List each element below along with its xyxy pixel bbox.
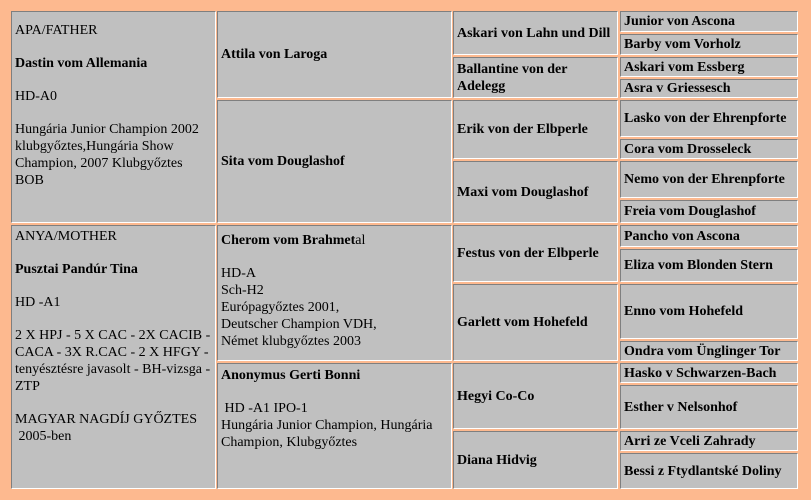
gen3-cell-3 (453, 100, 618, 159)
gen2-sire-sire (217, 11, 452, 98)
dog-name: Ballantine von der Adelegg (457, 61, 568, 94)
gen3-cell-4 (453, 161, 618, 223)
dog-name: Anonymus Gerti Bonni (221, 368, 361, 383)
dog-name: Arri ze Vceli Zahrady (624, 433, 756, 449)
gen4-cell-4 (620, 79, 798, 98)
father-heading: APA/FATHER (15, 23, 98, 38)
gen2-dam-sire (217, 225, 452, 361)
gen4-cell-15 (620, 431, 798, 451)
dog-name: Lasko von der Ehrenpforte (624, 111, 787, 126)
dog-name: Eliza vom Blonden Stern (624, 258, 773, 273)
dog-name: Hegyi Co-Co (457, 388, 535, 404)
father-name: Dastin vom Allemania (15, 56, 148, 71)
dog-name: Festus von der Elbperle (457, 246, 599, 261)
dog-name: Erik von der Elbperle (457, 122, 588, 137)
dog-name: Sita vom Douglashof (221, 154, 345, 169)
dog-name: Cherom vom Brahmet (221, 233, 356, 248)
dog-name: Barby vom Vorholz (624, 37, 741, 52)
dog-titles: HD -A1 IPO-1 Hungária Junior Champion, Hungária Champion, Klubgyőztes (221, 401, 433, 450)
dog-name: Diana Hidvig (457, 452, 537, 468)
gen3-cell-7 (453, 363, 618, 429)
father-titles: Hungária Junior Champion 2002 klubgyőztes,Hungária Show Champion, 2007 Klubgyőztes BOB (15, 122, 199, 188)
dog-name: Cora vom Drosseleck (624, 141, 752, 157)
dog-name: Bessi z Ftydlantské Doliny (624, 463, 782, 479)
dog-name: Maxi vom Douglashof (457, 184, 589, 200)
gen4-cell-16 (620, 453, 798, 489)
gen3-cell-1 (453, 11, 618, 55)
dog-name: Nemo von der Ehrenpforte (624, 172, 785, 187)
mother-name: Pusztai Pandúr Tina (15, 262, 138, 277)
gen2-dam-dam (217, 363, 452, 489)
mother-heading: ANYA/MOTHER (15, 229, 117, 244)
gen4-cell-9 (620, 225, 798, 247)
dog-name: Askari von Lahn und Dill (457, 25, 611, 41)
father-cell (11, 11, 216, 223)
mother-titles: 2 X HPJ - 5 X CAC - 2X CACIB - CACA - 3X R.CAC - 2 X HFGY - tenyésztésre javasolt - BH-vizsga - ZTP (15, 328, 211, 394)
mother-hd: HD -A1 (15, 295, 61, 310)
dog-name: Pancho von Ascona (624, 228, 740, 244)
gen4-cell-3 (620, 57, 798, 77)
gen4-cell-14 (620, 385, 798, 429)
dog-name: Freia vom Douglashof (624, 204, 756, 219)
mother-cell (11, 225, 216, 489)
gen4-cell-11 (620, 284, 798, 339)
dog-name: Asra v Griessesch (624, 81, 731, 96)
dog-name: Junior von Ascona (624, 14, 735, 29)
dog-name: Askari vom Essberg (624, 59, 745, 75)
gen3-cell-2 (453, 57, 618, 98)
gen4-cell-1 (620, 11, 798, 32)
dog-titles: Európagyőztes 2001, Deutscher Champion VDH, Német klubgyőztes 2003 (221, 300, 377, 349)
gen2-sire-dam (217, 100, 452, 223)
gen4-cell-7 (620, 161, 798, 198)
father-hd: HD-A0 (15, 89, 57, 104)
gen4-cell-10 (620, 249, 798, 282)
dog-name-tail: al (355, 233, 366, 248)
dog-sch: Sch-H2 (221, 283, 264, 298)
dog-hd: HD-A (221, 266, 256, 281)
gen4-cell-2 (620, 34, 798, 55)
dog-name: Enno vom Hohefeld (624, 304, 744, 319)
gen4-cell-12 (620, 341, 798, 361)
gen3-cell-5 (453, 225, 618, 282)
gen4-cell-6 (620, 139, 798, 159)
dog-name: Hasko v Schwarzen-Bach (624, 365, 777, 381)
mother-award: MAGYAR NAGDÍJ GYŐZTES 2005-ben (15, 412, 197, 444)
dog-name: Attila von Laroga (221, 47, 328, 62)
gen4-cell-5 (620, 100, 798, 137)
gen3-cell-6 (453, 284, 618, 361)
dog-name: Esther v Nelsonhof (624, 399, 738, 415)
gen4-cell-13 (620, 363, 798, 383)
gen3-cell-8 (453, 431, 618, 489)
dog-name: Garlett vom Hohefeld (457, 315, 588, 330)
dog-name: Ondra vom Ünglinger Tor (624, 343, 781, 359)
gen4-cell-8 (620, 200, 798, 223)
